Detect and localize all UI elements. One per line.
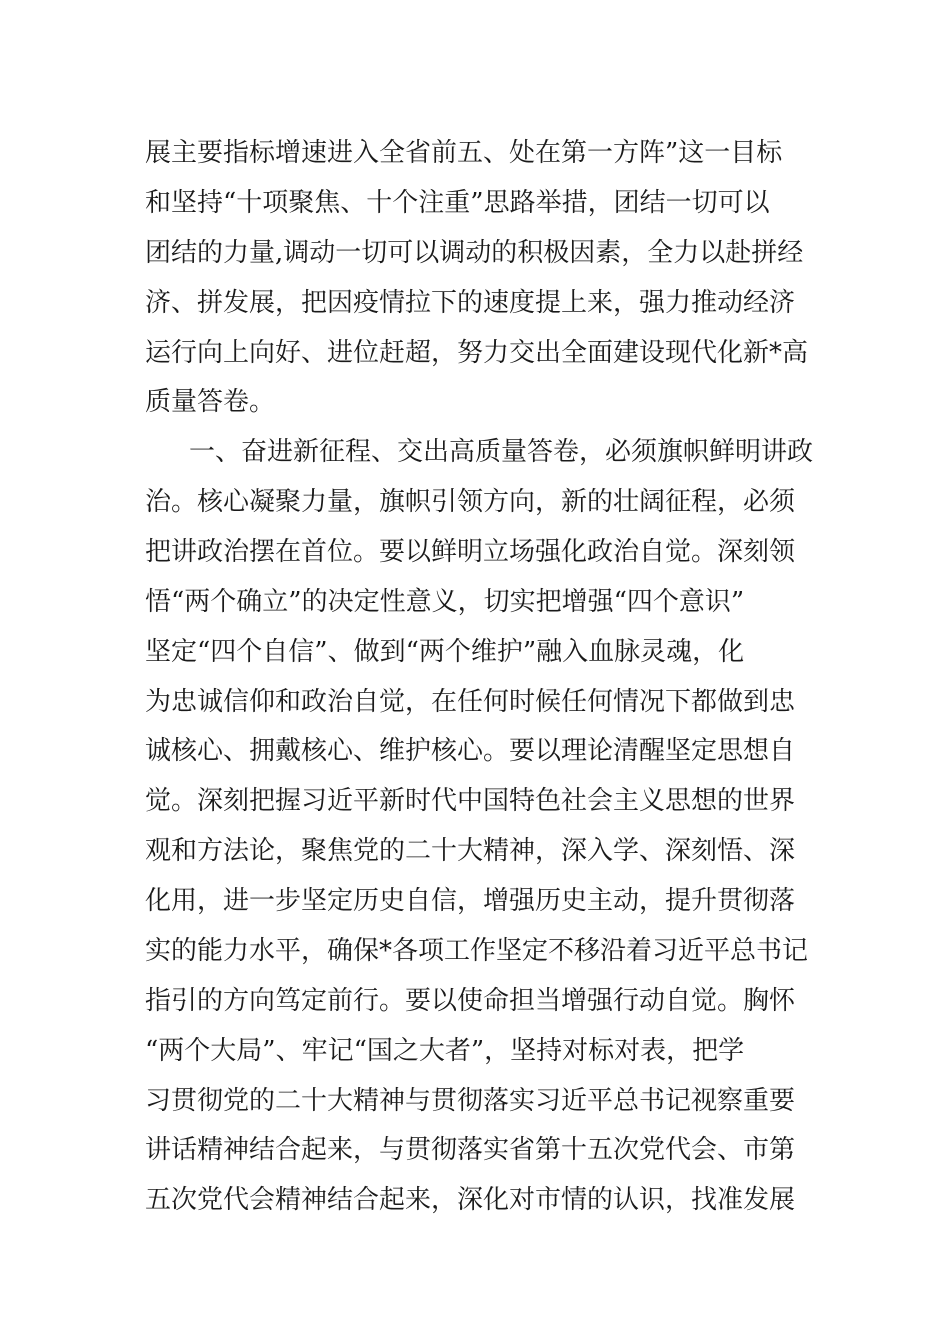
text-line: 坚定“四个自信”、做到“两个维护”融入血脉灵魂，化 [145, 637, 745, 667]
text-line: 觉。深刻把握习近平新时代中国特色社会主义思想的世界 [145, 786, 796, 816]
text-line: “两个大局”、牢记“国之大者”，坚持对标对表，把学 [145, 1036, 745, 1066]
text-line: 讲话精神结合起来，与贯彻落实省第十五次党代会、市第 [145, 1135, 796, 1165]
text-line: 质量答卷。 [145, 387, 276, 417]
text-line: 运行向上向好、进位赶超，努力交出全面建设现代化新*高 [145, 338, 809, 368]
text-line: 指引的方向笃定前行。要以使命担当增强行动自觉。胸怀 [145, 986, 796, 1016]
text-line: 诚核心、拥戴核心、维护核心。要以理论清醒坚定思想自 [145, 736, 796, 766]
text-line: 把讲政治摆在首位。要以鲜明立场强化政治自觉。深刻领 [145, 537, 796, 567]
text-line: 化用，进一步坚定历史自信，增强历史主动，提升贯彻落 [145, 886, 796, 916]
paragraph-first-line: 一、奋进新征程、交出高质量答卷，必须旗帜鲜明讲政 [189, 437, 814, 467]
text-line: 为忠诚信仰和政治自觉，在任何时候任何情况下都做到忠 [145, 687, 796, 717]
text-line: 悟“两个确立”的决定性意义，切实把增强“四个意识” [145, 587, 745, 617]
text-line: 展主要指标增速进入全省前五、处在第一方阵”这一目标 [145, 138, 783, 168]
text-line: 习贯彻党的二十大精神与贯彻落实习近平总书记视察重要 [145, 1086, 796, 1116]
text-line: 和坚持“十项聚焦、十个注重”思路举措，团结一切可以 [145, 188, 770, 218]
text-line: 观和方法论，聚焦党的二十大精神，深入学、深刻悟、深 [145, 836, 796, 866]
text-line: 实的能力水平，确保*各项工作坚定不移沿着习近平总书记 [145, 936, 809, 966]
text-line: 五次党代会精神结合起来，深化对市情的认识，找准发展 [145, 1185, 796, 1215]
text-line: 团结的力量,调动一切可以调动的积极因素，全力以赴拼经 [145, 238, 804, 268]
text-line: 治。核心凝聚力量，旗帜引领方向，新的壮阔征程，必须 [145, 487, 796, 517]
text-line: 济、拼发展，把因疫情拉下的速度提上来，强力推动经济 [145, 288, 796, 318]
